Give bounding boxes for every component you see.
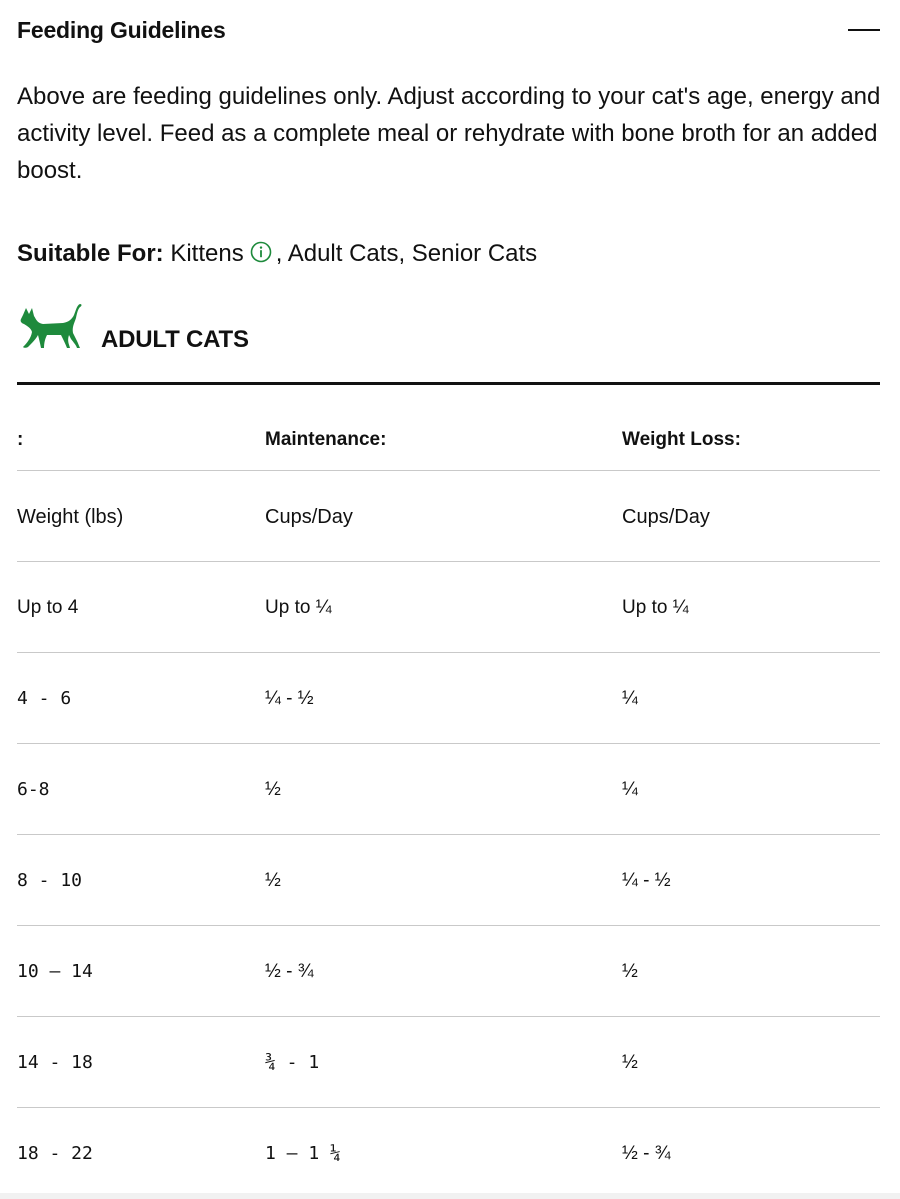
table-cell: ¼ xyxy=(622,688,638,709)
table-cell: ½ - ¾ xyxy=(265,961,314,982)
section-title: ADULT CATS xyxy=(101,326,249,353)
table-cell: Up to ¼ xyxy=(265,597,332,618)
table-cell: Cups/Day xyxy=(265,506,353,528)
column-header: : xyxy=(17,429,24,450)
table-cell: 18 - 22 xyxy=(17,1143,93,1164)
table-units-row xyxy=(17,471,880,562)
table-cell: 1 – 1 ¼ xyxy=(265,1143,341,1164)
bottom-strip xyxy=(0,1193,900,1199)
table-cell: ½ xyxy=(265,779,281,800)
section-heading xyxy=(17,300,249,354)
table-cell: 8 - 10 xyxy=(17,870,83,891)
suitable-for-label: Suitable For: xyxy=(17,240,164,267)
table-row xyxy=(17,835,880,926)
table-cell: Up to ¼ xyxy=(622,597,689,618)
info-circle-icon[interactable] xyxy=(250,238,272,260)
feeding-table xyxy=(17,385,880,1199)
table-cell: ¼ - ½ xyxy=(622,870,671,891)
table-cell: ¾ - 1 xyxy=(265,1052,320,1073)
table-row xyxy=(17,1108,880,1199)
suitable-for-rest: , Adult Cats, Senior Cats xyxy=(275,240,538,267)
table-cell: Cups/Day xyxy=(622,506,710,528)
table-cell: ½ - ¾ xyxy=(622,1143,671,1164)
table-row xyxy=(17,744,880,835)
column-header: Maintenance: xyxy=(265,429,387,450)
accordion-header[interactable] xyxy=(17,14,880,46)
accordion-title: Feeding Guidelines xyxy=(17,16,226,43)
suitable-for-kittens: Kittens xyxy=(170,240,244,267)
table-cell: Weight (lbs) xyxy=(17,506,124,528)
table-cell: 10 – 14 xyxy=(17,961,93,982)
column-header: Weight Loss: xyxy=(622,429,741,450)
table-row xyxy=(17,1017,880,1108)
table-cell: 4 - 6 xyxy=(17,688,72,709)
guidelines-text: Above are feeding guidelines only. Adjust according to your cat's age, energy and activity level. Feed as a complete meal or rehydrate with bone broth for an added boost. xyxy=(17,83,881,184)
minus-icon[interactable] xyxy=(848,20,880,40)
table-cell: ½ xyxy=(622,961,638,982)
table-cell: 6-8 xyxy=(17,779,50,800)
table-cell: ¼ xyxy=(622,779,638,800)
table-row xyxy=(17,562,880,653)
table-cell: ½ xyxy=(622,1052,638,1073)
suitable-for xyxy=(17,236,537,272)
table-header-row xyxy=(17,385,880,471)
table-cell: ¼ - ½ xyxy=(265,688,314,709)
table-row xyxy=(17,926,880,1017)
minus-icon-bar xyxy=(848,29,880,31)
cat-icon xyxy=(17,301,83,353)
table-cell: ½ xyxy=(265,870,281,891)
table-row xyxy=(17,653,880,744)
table-cell: Up to 4 xyxy=(17,597,79,618)
table-cell: 14 - 18 xyxy=(17,1052,93,1073)
